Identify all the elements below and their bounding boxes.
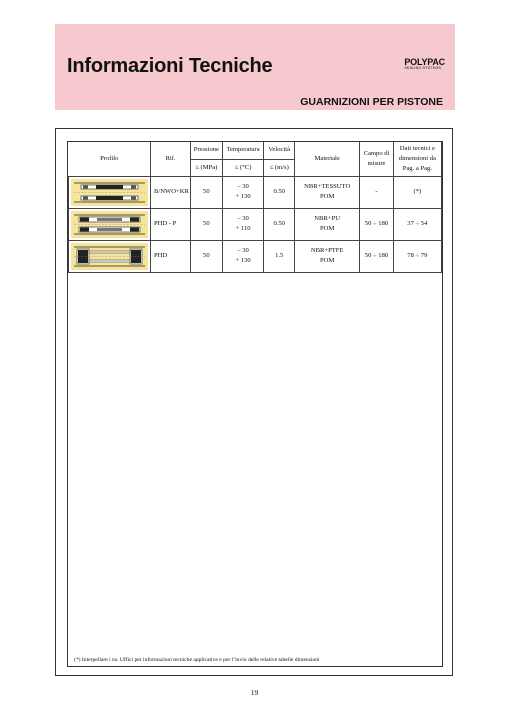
cell-dati: (*) xyxy=(393,176,441,208)
unit-temperatura: ≤ (°C) xyxy=(222,159,264,176)
temp-max: + 110 xyxy=(235,225,251,232)
cell-pressione: 50 xyxy=(190,240,222,272)
cell-temperatura xyxy=(222,208,264,240)
temp-min: – 30 xyxy=(237,183,249,191)
col-velocita: Velocità xyxy=(264,142,295,159)
profile-cell xyxy=(69,240,151,272)
cell-pressione: 50 xyxy=(190,208,222,240)
table-row xyxy=(69,176,442,208)
col-pressione: Pressione xyxy=(190,142,222,159)
cell-velocita: 0.50 xyxy=(264,176,295,208)
table-box xyxy=(67,141,443,667)
material-2: POM xyxy=(320,193,335,200)
page-number: 19 xyxy=(250,688,259,697)
material-1: NBR+TESSUTO xyxy=(304,183,351,191)
temp-max: + 130 xyxy=(235,257,251,264)
cell-rif: PHD - P xyxy=(151,208,191,240)
footnote: (*) Interpellare i ns. Uffici per informazioni tecniche applicative e per l’invio delle relative tabelle dimensioni xyxy=(74,657,320,663)
cell-materiale xyxy=(295,208,360,240)
cell-dati: 78 ÷ 79 xyxy=(393,240,441,272)
unit-velocita: ≤ (m/s) xyxy=(264,159,295,176)
cell-temperatura xyxy=(222,240,264,272)
material-2: POM xyxy=(320,225,335,232)
temp-min: – 30 xyxy=(237,247,249,255)
col-dati: Dati tecnici e dimensioni da Pag. a Pag. xyxy=(393,142,441,176)
cell-campo: 50 ÷ 180 xyxy=(360,240,393,272)
table-row xyxy=(69,240,442,272)
cell-materiale xyxy=(295,240,360,272)
section-subtitle: GUARNIZIONI PER PISTONE xyxy=(300,96,443,108)
material-2: POM xyxy=(320,257,335,264)
page-title: Informazioni Tecniche xyxy=(67,55,273,77)
brand-logo xyxy=(404,57,445,70)
profile-cell xyxy=(69,208,151,240)
header-banner xyxy=(55,24,455,110)
content-frame xyxy=(55,128,453,676)
material-1: NBR+PU xyxy=(314,215,341,223)
table-row xyxy=(69,208,442,240)
cell-temperatura xyxy=(222,176,264,208)
cell-rif: PHD xyxy=(151,240,191,272)
cell-velocita: 1.5 xyxy=(264,240,295,272)
col-materiale: Materiale xyxy=(295,142,360,176)
col-rif: Rif. xyxy=(151,142,191,176)
seal-profile-phd-p-icon xyxy=(71,211,148,238)
cell-materiale xyxy=(295,176,360,208)
temp-min: – 30 xyxy=(237,215,249,223)
cell-dati: 37 ÷ 54 xyxy=(393,208,441,240)
col-profilo: Profilo xyxy=(69,142,151,176)
seal-profile-phd-icon xyxy=(71,243,148,270)
cell-velocita: 0.50 xyxy=(264,208,295,240)
brand-tagline: SEALING SYSTEMS xyxy=(404,66,442,70)
profile-cell xyxy=(69,176,151,208)
seal-profile-bnwo-icon xyxy=(71,179,148,206)
brand-name: POLYPAC xyxy=(404,57,445,67)
cell-campo: - xyxy=(360,176,393,208)
spec-table xyxy=(68,142,442,273)
col-campo: Campo di misure xyxy=(360,142,393,176)
cell-pressione: 50 xyxy=(190,176,222,208)
unit-pressione: ≤ (MPa) xyxy=(190,159,222,176)
temp-max: + 130 xyxy=(235,193,251,200)
header-row-1 xyxy=(69,142,442,159)
cell-rif: B/NWO+KR xyxy=(151,176,191,208)
cell-campo: 50 ÷ 180 xyxy=(360,208,393,240)
material-1: NBR+PTFE xyxy=(310,247,344,255)
col-temperatura: Temperatura xyxy=(222,142,264,159)
